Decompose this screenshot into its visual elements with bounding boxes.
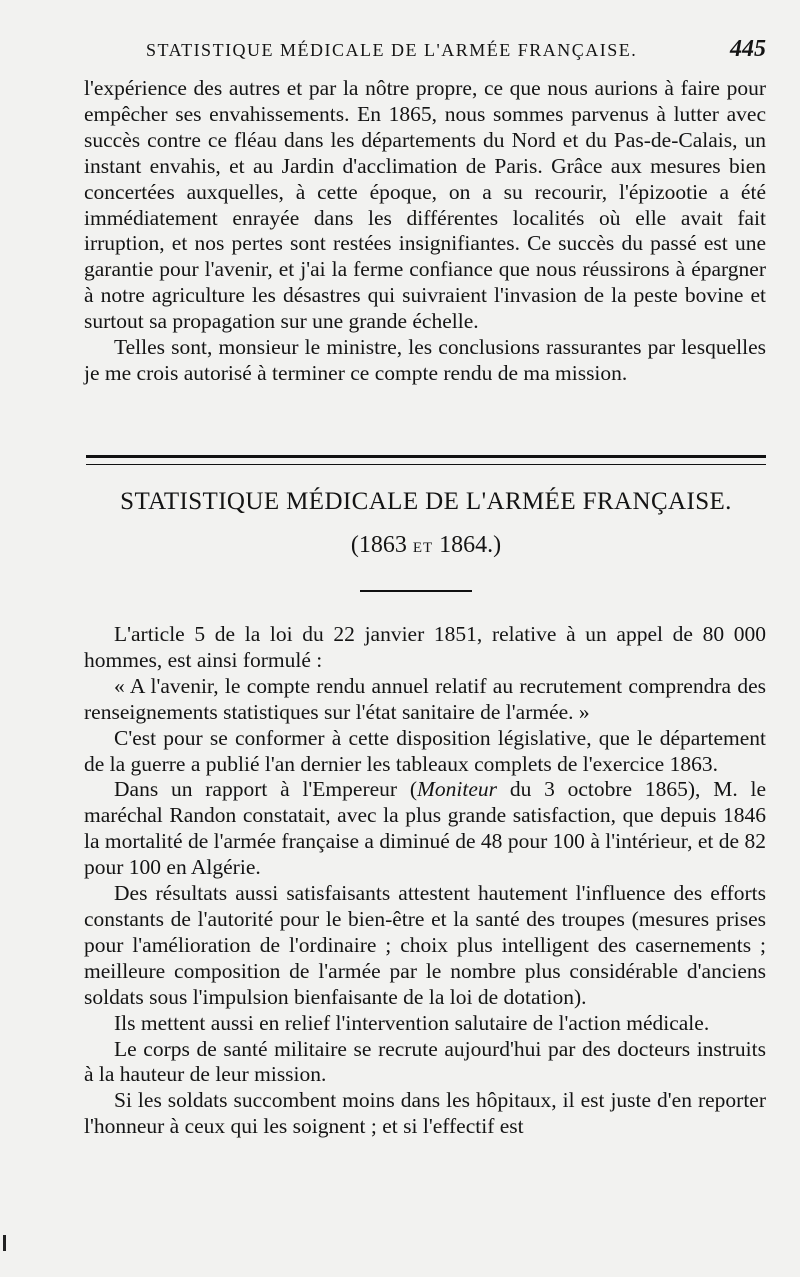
paragraph: l'expérience des autres et par la nôtre propre, ce que nous aurions à faire pour empêcher ses envahissements. En 1865, nous sommes parvenus à lutter avec succès contre ce fléau dans les départements du Nord et du Pas-de-Calais, un instant envahis, et au Jardin d'acclimation de Paris. Grâce aux mesures bien concertées auxquelles, à cette époque, on a su recourir, l'épizootie a été immédiatement enrayée dans les différentes localités où elle avait fait irruption, et nos pertes sont restées insignifiantes. Ce succès du passé est une garantie pour l'avenir, et j'ai la ferme confiance que nous réussirons à épargner à notre agriculture les désastres qui suivraient l'invasion de la peste bovine et surtout sa propagation sur une grande échelle. [84,76,766,334]
paragraph [84,777,766,881]
article-title: STATISTIQUE MÉDICALE DE L'ARMÉE FRANÇAISE. [120,488,732,515]
journal-name: Moniteur [417,777,498,802]
text-run: du 3 octobre 1865), M. le maréchal Randon constatait, avec la plus grande satisfaction, que depuis 1846 la mortalité de l'armée française a diminué de 48 pour 100 à l'intérieur, et de 82 pour 100 en Algérie. [84,777,766,880]
paragraph: Ils mettent aussi en relief l'intervention salutaire de l'action médicale. [114,1010,710,1035]
paragraph: Des résultats aussi satisfaisants attestent hautement l'influence des efforts constants de l'autorité pour le bien-être et la santé des troupes (mesures prises pour l'amélioration de l'ordinaire ; choix plus intelligent des casernements ; meilleure composition de l'armée par le nombre plus considérable d'anciens soldats sous l'impulsion bienfaisante de la loi de dotation). [84,881,766,1009]
paragraph: L'article 5 de la loi du 22 janvier 1851, relative à un appel de 80 000 hommes, est ainsi formulé : [84,622,766,672]
running-title: STATISTIQUE MÉDICALE DE L'ARMÉE FRANÇAISE. [146,40,638,60]
article-subtitle [86,532,766,559]
running-header [86,38,766,68]
paragraph: Telles sont, monsieur le ministre, les conclusions rassurantes par lesquelles je me crois autorisé à terminer ce compte rendu de ma mission. [84,335,766,385]
paragraph: Le corps de santé militaire se recrute aujourd'hui par des docteurs instruits à la hauteur de leur mission. [84,1036,766,1087]
continued-text [84,76,766,387]
text-run: Dans un rapport à l'Empereur ( [114,777,417,802]
page-number: 445 [730,36,766,62]
subtitle-et: ET [412,540,434,556]
scan-margin-mark [3,1235,6,1251]
section-divider [86,455,766,465]
title-rule [360,590,472,592]
subtitle-close: 1864.) [433,532,502,558]
paragraph: C'est pour se conformer à cette disposition législative, que le département de la guerre a publié l'an dernier les tableaux complets de l'exercice 1863. [84,725,766,776]
paragraph: Si les soldats succombent moins dans les hôpitaux, il est juste d'en reporter l'honneur à ceux qui les soignent ; et si l'effectif est [84,1088,766,1139]
subtitle-open: (1863 [350,532,413,558]
quotation: « A l'avenir, le compte rendu annuel relatif au recrutement comprendra des renseignements statistiques sur l'état sanitaire de l'armée. » [84,673,766,724]
article-body [84,622,766,1140]
